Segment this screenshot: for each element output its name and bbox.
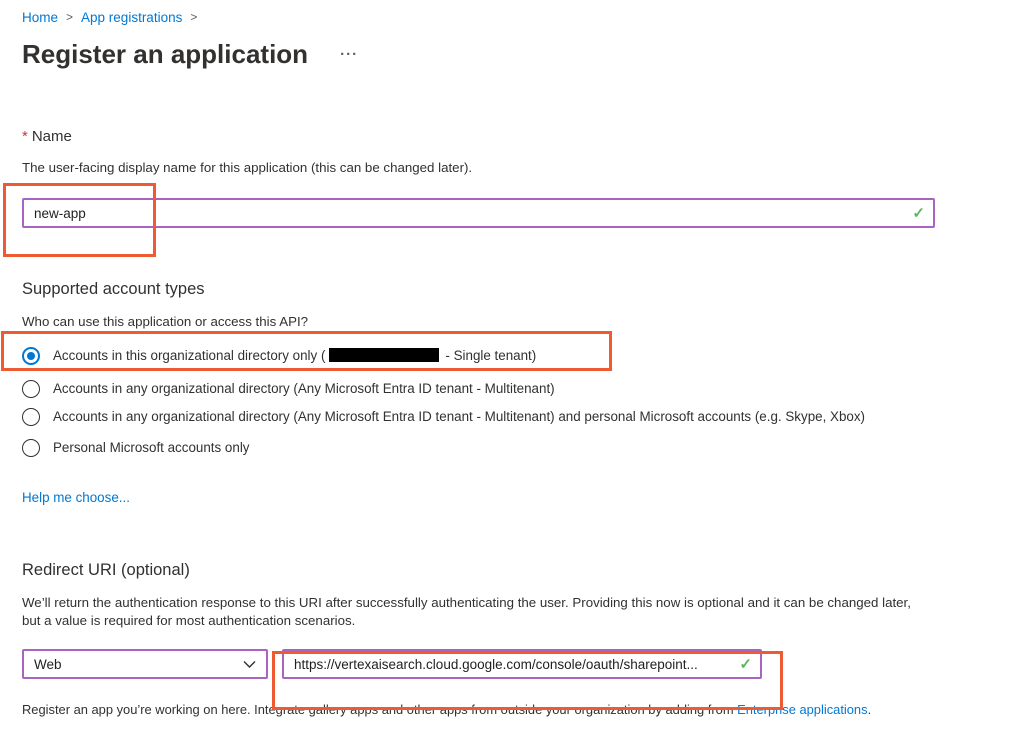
platform-select[interactable] xyxy=(22,649,268,679)
footer-text: Register an app you’re working on here. Integrate gallery apps and other apps from outside your organization by adding from xyxy=(22,702,738,717)
footer-text-period: . xyxy=(867,702,872,717)
required-asterisk: * xyxy=(22,128,28,145)
redirect-uri-input-wrap xyxy=(282,649,762,679)
redirect-uri-row xyxy=(22,649,1013,679)
valid-check-icon: ✓ xyxy=(912,205,925,222)
radio-unselected-icon[interactable] xyxy=(22,439,40,457)
radio-option-multitenant[interactable] xyxy=(22,380,902,398)
radio-unselected-icon[interactable] xyxy=(22,408,40,426)
footer-note xyxy=(22,701,1013,718)
radio-option-label: Accounts in any organizational directory (Any Microsoft Entra ID tenant - Multitenant) xyxy=(53,381,555,396)
name-input[interactable] xyxy=(22,198,935,228)
redacted-tenant-name xyxy=(329,348,439,362)
more-options-button[interactable]: ··· xyxy=(340,45,359,63)
radio-option-label: Personal Microsoft accounts only xyxy=(53,440,250,455)
chevron-down-icon xyxy=(243,660,256,669)
title-row xyxy=(22,40,1013,68)
redirect-uri-input[interactable] xyxy=(282,649,762,679)
platform-select-value: Web xyxy=(34,656,62,672)
breadcrumb-separator-icon: > xyxy=(66,10,74,24)
enterprise-applications-link[interactable]: Enterprise applications xyxy=(737,702,868,717)
name-field-description: The user-facing display name for this application (this can be changed later). xyxy=(22,160,473,175)
valid-check-icon: ✓ xyxy=(739,656,752,673)
redirect-uri-heading: Redirect URI (optional) xyxy=(22,561,190,579)
breadcrumb xyxy=(22,0,1013,26)
radio-unselected-icon[interactable] xyxy=(22,380,40,398)
radio-option-label: Accounts in any organizational directory (Any Microsoft Entra ID tenant - Multitenant) and personal Microsoft accounts (e.g. Skype, Xbox) xyxy=(53,409,866,424)
radio-option-personal-only[interactable] xyxy=(22,439,902,457)
breadcrumb-separator-icon: > xyxy=(190,10,198,24)
breadcrumb-app-registrations-link[interactable]: App registrations xyxy=(81,10,183,25)
radio-selected-icon[interactable] xyxy=(22,347,40,365)
supported-account-types-heading: Supported account types xyxy=(22,280,205,298)
breadcrumb-home-link[interactable]: Home xyxy=(22,10,59,25)
help-me-choose-link[interactable]: Help me choose... xyxy=(22,490,130,505)
name-input-wrap xyxy=(22,198,935,228)
radio-option-single-tenant[interactable] xyxy=(22,347,902,365)
radio-option-multitenant-personal[interactable] xyxy=(22,408,902,426)
redirect-uri-description: We’ll return the authentication response to this URI after successfully authenticating the user. Providing this now is optional and it can be changed later, but a value is required for most authentication scenarios. xyxy=(22,595,911,628)
name-field-label xyxy=(22,128,1013,146)
account-types-question: Who can use this application or access this API? xyxy=(22,314,309,329)
page-title: Register an application xyxy=(22,39,309,69)
radio-option-label: Accounts in this organizational directory only ( - Single tenant) xyxy=(53,348,537,363)
name-label-text: Name xyxy=(31,128,72,145)
